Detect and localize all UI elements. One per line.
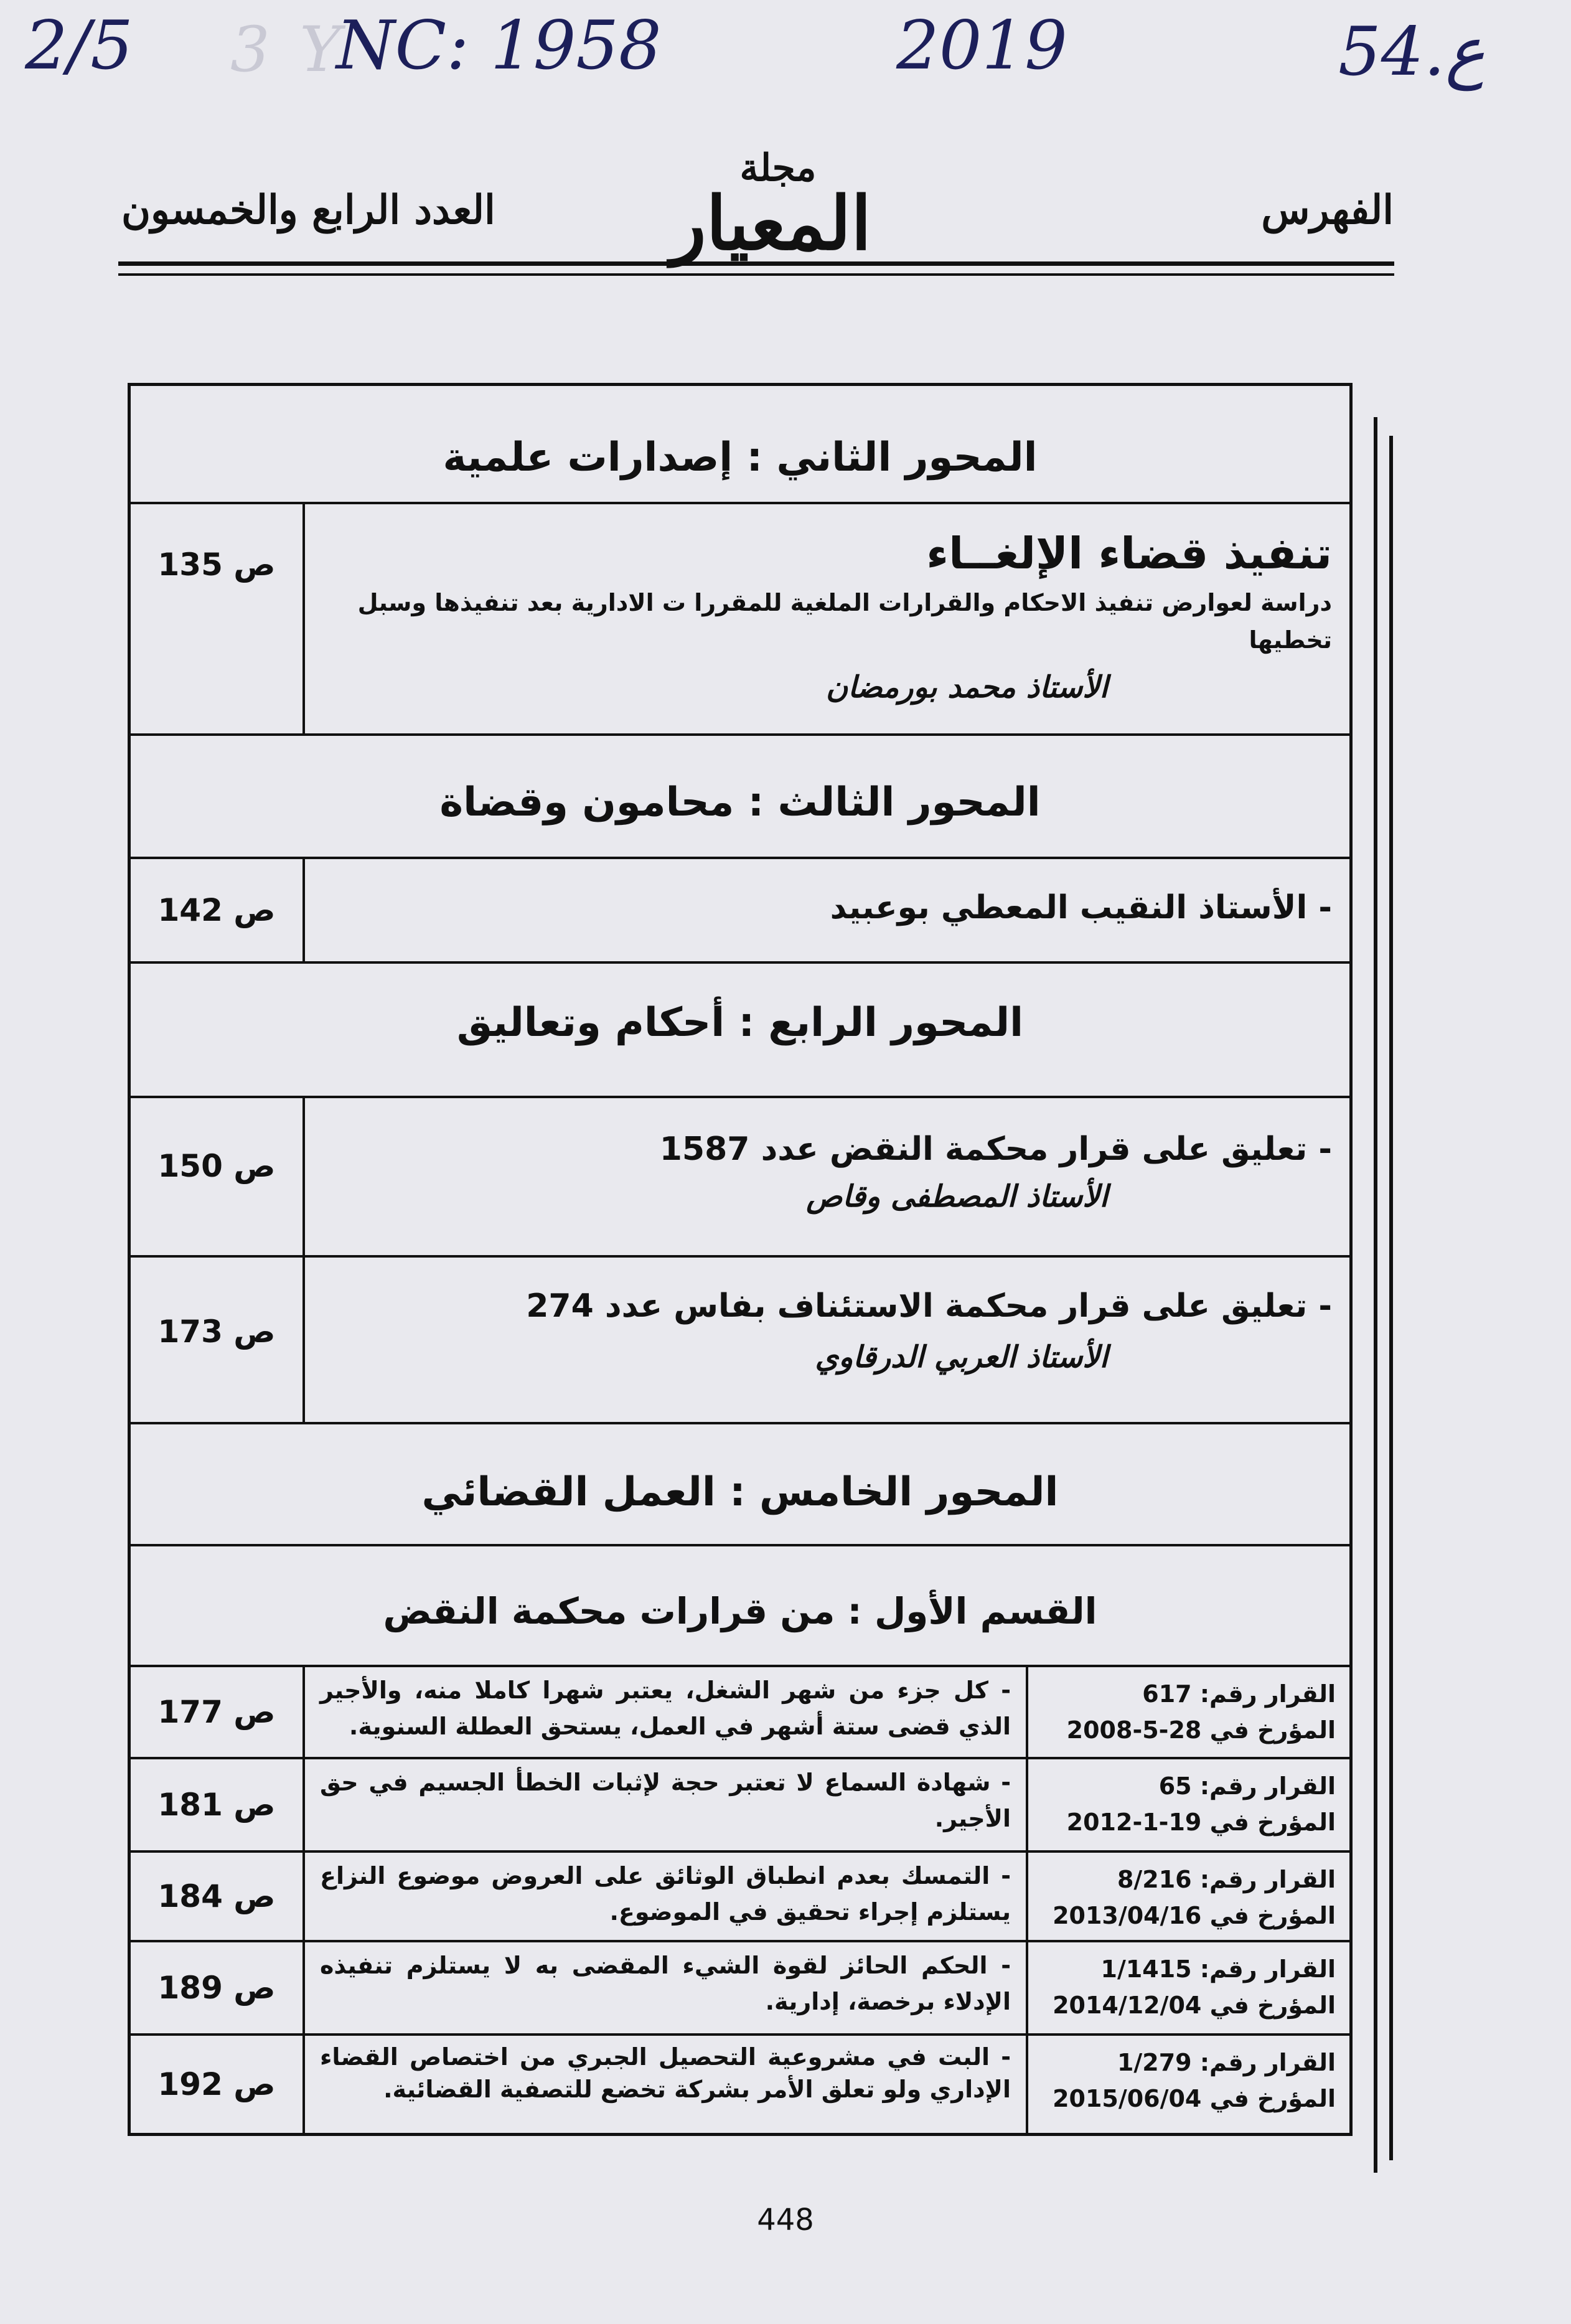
decision-reference [1026, 1853, 1349, 1940]
decision-page: ص 192 [131, 2036, 305, 2133]
decision-number: القرار رقم: 65 [1158, 1772, 1336, 1800]
header-double-rule [118, 261, 1394, 276]
contents-table [128, 383, 1353, 2136]
decision-row[interactable] [131, 1667, 1349, 1759]
decision-date: المؤرخ في 2015/06/04 [1053, 2085, 1336, 2112]
journal-logo-name: المعيار [670, 180, 871, 266]
decision-reference [1026, 1667, 1349, 1757]
entry-1-page: ص 135 [131, 504, 305, 733]
axis4-row [131, 964, 1349, 1098]
axis5-row [131, 1424, 1349, 1546]
decision-number: القرار رقم: 617 [1142, 1680, 1336, 1708]
entry-1-title: تنفيذ قضاء الإلغــاء [926, 528, 1332, 579]
side-rule-1 [1374, 417, 1377, 2173]
entry-4-title: - تعليق على قرار محكمة الاستئناف بفاس عدد 274 [526, 1287, 1332, 1325]
decision-summary: - كل جزء من شهر الشغل، يعتبر شهرا كاملا منه، والأجير الذي قضى ستة أشهر في العمل، يستحق العطلة السنوية. [320, 1677, 1011, 1740]
entry-2-title: - الأستاذ النقيب المعطي بوعبيد [830, 889, 1332, 926]
decision-row[interactable] [131, 1853, 1349, 1942]
decision-row[interactable] [131, 1759, 1349, 1853]
decision-reference [1026, 1942, 1349, 2033]
handwritten-volume-mark: 2/5 [25, 7, 133, 85]
side-rule-2 [1389, 436, 1393, 2160]
entry-1-subtitle: دراسة لعوارض تنفيذ الاحكام والقرارات الملغية للمقررا ت الادارية بعد تنفيذها وسبل تخطيها [357, 589, 1332, 654]
handwritten-shelf-code: 54.ع [1338, 13, 1486, 91]
decision-row[interactable] [131, 1942, 1349, 2036]
decision-summary: - التمسك بعدم انطباق الوثائق على العروض موضوع النزاع يستلزم إجراء تحقيق في الموضوع. [320, 1862, 1011, 1926]
axis3-row [131, 736, 1349, 859]
decision-number: القرار رقم: 1/1415 [1100, 1955, 1336, 1983]
toc-entry-3-body [307, 1098, 1349, 1255]
faint-stamp-mark: 3 Y [230, 13, 346, 86]
entry-3-author: الأستاذ المصطفى وقاص [806, 1179, 1108, 1214]
decision-date: المؤرخ في 19-1-2012 [1066, 1809, 1336, 1836]
toc-entry-2[interactable] [131, 859, 1349, 964]
axis5-heading: المحور الخامس : العمل القضائي [421, 1469, 1059, 1515]
toc-entry-3[interactable] [131, 1098, 1349, 1258]
toc-entry-2-body [307, 859, 1349, 961]
axis2-row [131, 386, 1349, 504]
decision-page: ص 184 [131, 1853, 305, 1940]
decision-reference [1026, 2036, 1349, 2133]
decision-row[interactable] [131, 2036, 1349, 2133]
decision-number: القرار رقم: 8/216 [1117, 1866, 1336, 1893]
decision-page: ص 189 [131, 1942, 305, 2033]
toc-entry-1[interactable] [131, 504, 1349, 736]
decision-summary: - البت في مشروعية التحصيل الجبري من اختصاص القضاء الإداري ولو تعلق الأمر بشركة تخضع للتصفية القضائية. [320, 2043, 1011, 2103]
header-index-title: الفهرس [1261, 187, 1394, 233]
entry-4-author: الأستاذ العربي الدرقاوي [815, 1340, 1108, 1375]
decision-date: المؤرخ في 2014/12/04 [1053, 1992, 1336, 2019]
toc-entry-4[interactable] [131, 1258, 1349, 1424]
axis4-heading: المحور الرابع : أحكام وتعاليق [456, 1000, 1024, 1046]
decision-page: ص 181 [131, 1759, 305, 1850]
toc-entry-4-body [307, 1258, 1349, 1422]
section1-row [131, 1546, 1349, 1667]
decision-page: ص 177 [131, 1667, 305, 1757]
toc-entry-1-body [307, 504, 1349, 733]
entry-3-page: ص 150 [131, 1098, 305, 1255]
entry-3-title: - تعليق على قرار محكمة النقض عدد 1587 [659, 1131, 1332, 1168]
axis3-heading: المحور الثالث : محامون وقضاة [439, 779, 1041, 826]
header-issue-number: العدد الرابع والخمسون [121, 187, 495, 233]
decision-date: المؤرخ في 2013/04/16 [1053, 1902, 1336, 1929]
page-number: 448 [757, 2203, 814, 2237]
handwritten-year: 2019 [896, 7, 1067, 85]
decision-summary: - شهادة السماع لا تعتبر حجة لإثبات الخطأ الجسيم في حق الأجير. [320, 1769, 1011, 1832]
decision-date: المؤرخ في 28-5-2008 [1066, 1716, 1336, 1744]
decision-summary: - الحكم الحائز لقوة الشيء المقضى به لا يستلزم تنفيذه الإدلاء برخصة، إدارية. [320, 1952, 1011, 2015]
entry-2-page: ص 142 [131, 859, 305, 961]
entry-4-page: ص 173 [131, 1258, 305, 1422]
journal-logo-small: مجلة [739, 146, 817, 190]
decision-number: القرار رقم: 1/279 [1117, 2049, 1336, 2076]
axis2-heading: المحور الثاني : إصدارات علمية [443, 435, 1038, 481]
journal-logo [670, 146, 871, 274]
handwritten-call-number: NC: 1958 [336, 7, 662, 85]
entry-1-author: الأستاذ محمد بورمضان [825, 670, 1108, 705]
decision-reference [1026, 1759, 1349, 1850]
section1-heading: القسم الأول : من قرارات محكمة النقض [383, 1590, 1097, 1632]
